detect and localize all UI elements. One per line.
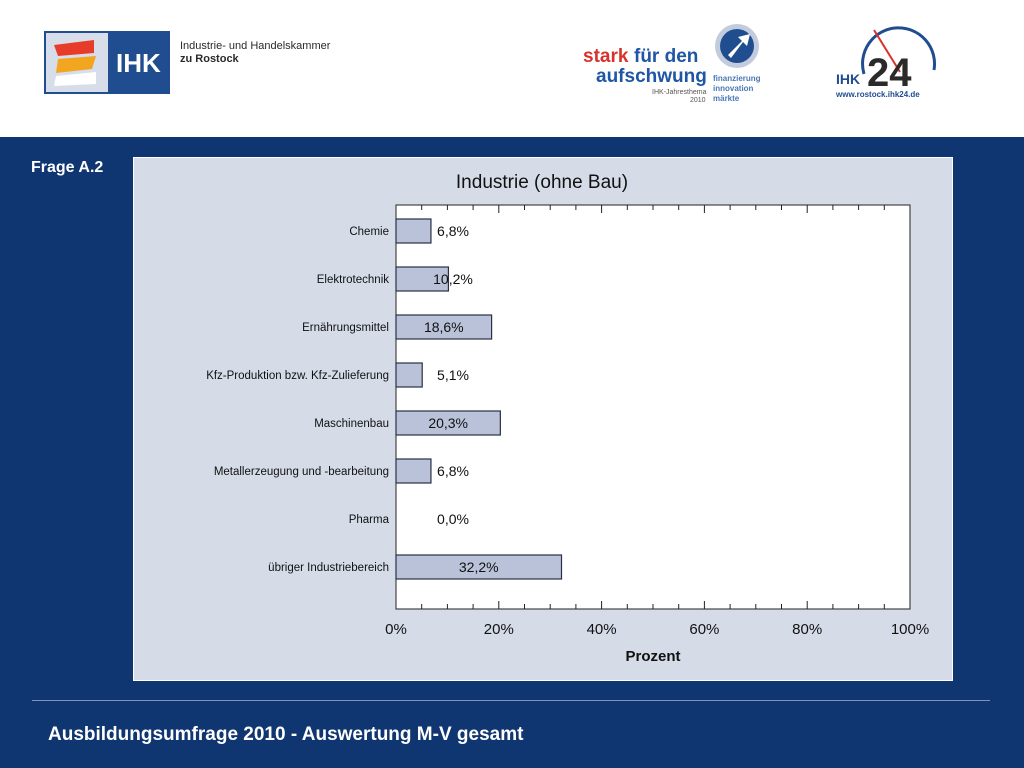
ihk24-logo	[832, 24, 942, 104]
campaign-logo	[580, 20, 770, 110]
value-label-7: 0,0%	[437, 511, 469, 527]
ihk-logo	[44, 31, 170, 94]
campaign-sub2: 2010	[690, 97, 706, 104]
bar-1	[396, 219, 431, 243]
x-tick-label-2: 20%	[483, 621, 514, 638]
chart-title: Industrie (ohne Bau)	[455, 172, 629, 193]
campaign-tag-1: finanzierung	[713, 74, 761, 83]
x-axis-label: Prozent	[625, 648, 681, 665]
bar-6	[396, 459, 431, 483]
campaign-arrow-icon	[715, 24, 759, 68]
slide-label: Frage A.2	[31, 159, 104, 176]
ihk24-number: 24	[867, 51, 912, 95]
logo-line2: zu Rostock	[180, 53, 239, 65]
chart-frame	[133, 157, 953, 681]
campaign-tag-2: innovation	[713, 84, 754, 93]
value-label-5: 20,3%	[428, 415, 469, 431]
bar-4	[396, 363, 422, 387]
logo-abbr: IHK	[116, 48, 161, 78]
category-label-2: Elektrotechnik	[316, 274, 389, 286]
campaign-fuer-den: für den	[634, 46, 699, 67]
chart-svg	[134, 158, 952, 680]
category-label-8: übriger Industriebereich	[268, 562, 389, 574]
category-label-7: Pharma	[348, 514, 389, 526]
footer-divider	[32, 700, 990, 701]
campaign-aufschwung: aufschwung	[596, 66, 707, 87]
logo-line1: Industrie- und Handelskammer	[180, 40, 331, 52]
logo-text	[180, 40, 330, 66]
campaign-stark: stark	[583, 46, 629, 67]
category-label-1: Chemie	[349, 226, 389, 238]
ihk24-prefix: IHK	[836, 71, 861, 87]
x-tick-label-6: 100%	[890, 621, 930, 638]
value-label-2: 10,2%	[433, 271, 473, 287]
x-tick-label-4: 60%	[689, 621, 720, 638]
value-label-3: 18,6%	[423, 319, 464, 335]
campaign-tag-3: märkte	[713, 94, 740, 103]
value-label-8: 32,2%	[458, 559, 499, 575]
x-tick-label-3: 40%	[586, 621, 617, 638]
header	[0, 0, 1024, 137]
x-tick-label-5: 80%	[792, 621, 823, 638]
footer-title: Ausbildungsumfrage 2010 - Auswertung M-V gesamt	[48, 724, 524, 745]
ihk24-url: www.rostock.ihk24.de	[836, 90, 920, 99]
value-label-4: 5,1%	[437, 367, 469, 383]
x-tick-label-1: 0%	[385, 621, 407, 638]
campaign-sub1: IHK-Jahresthema	[652, 89, 707, 96]
category-label-4: Kfz-Produktion bzw. Kfz-Zulieferung	[206, 370, 389, 382]
value-label-6: 6,8%	[437, 463, 469, 479]
category-label-3: Ernährungsmittel	[302, 322, 389, 334]
value-label-1: 6,8%	[437, 223, 469, 239]
plot-area	[396, 205, 910, 609]
category-label-6: Metallerzeugung und -bearbeitung	[213, 466, 389, 478]
category-label-5: Maschinenbau	[314, 418, 389, 430]
